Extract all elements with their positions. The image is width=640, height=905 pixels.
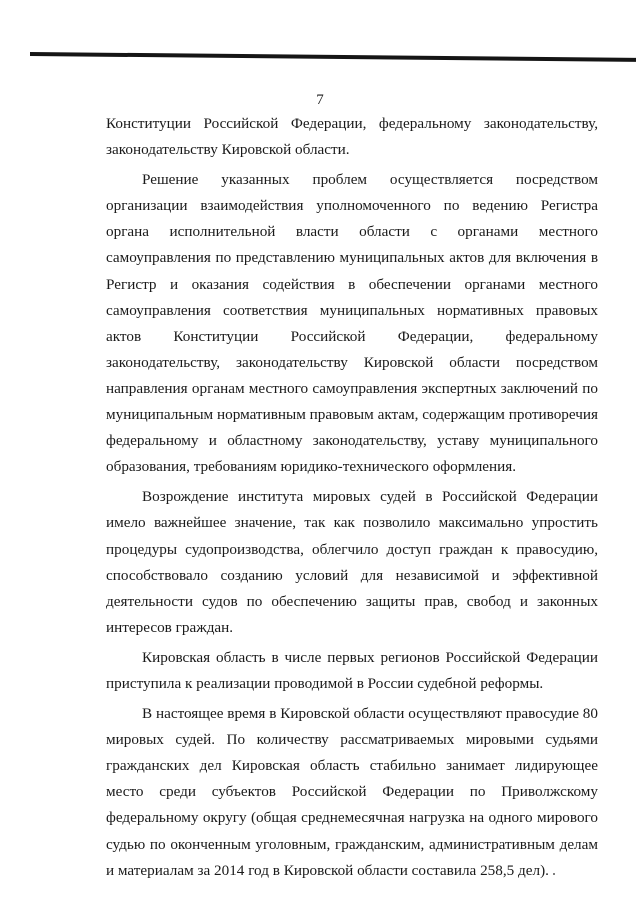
paragraph-continuation: Конституции Российской Федерации, федеральному законодательству, законодательству Кировской области. xyxy=(106,115,598,159)
paragraph-current-state: В настоящее время в Кировской области осуществляют правосудие 80 мировых судей. По количеству рассматриваемых мировыми судьями гражданских дел Кировская область стабильно занимает лидирующее место среди субъектов Российской Федерации по Приволжскому федеральному округу (общая среднемесячная нагрузка на одного мирового судью по оконченным уголовным, гражданским, административным делам и материалам за 2014 год в Кировской области составила 258,5 дел). xyxy=(106,705,598,879)
page-number: 7 xyxy=(316,92,324,108)
paragraph-registry: Решение указанных проблем осуществляется посредством организации взаимодействия уполномоченного по ведению Регистра органа исполнительной власти области с органами местного самоуправления по представлению муниципальных актов для включения в Регистр и оказания содействия в обеспечении органами местного самоуправления соответствия муниципальных нормативных правовых актов Конституции Российской Федерации, федеральному законодательству, законодательству Кировской области посредством направления органам местного самоуправления экспертных заключений по муниципальным нормативным правовым актам, содержащим противоречия федеральному и областному законодательству, уставу муниципального образования, требованиям юридико-технического оформления. xyxy=(106,171,598,476)
paragraph-judicial-reform: Кировская область в числе первых регионов Российской Федерации приступила к реализации проводимой в России судебной реформы. xyxy=(106,648,598,692)
header-rule xyxy=(30,52,636,62)
paragraph-magistrates-revival: Возрождение института мировых судей в Российской Федерации имело важнейшее значение, так как позволило максимально упростить процедуры судопроизводства, облегчило доступ граждан к правосудию, способствовало созданию условий для независимой и эффективной деятельности судов по обеспечению защиты прав, свобод и законных интересов граждан. xyxy=(106,488,598,636)
document-body xyxy=(106,111,598,884)
scan-speck xyxy=(553,873,555,875)
